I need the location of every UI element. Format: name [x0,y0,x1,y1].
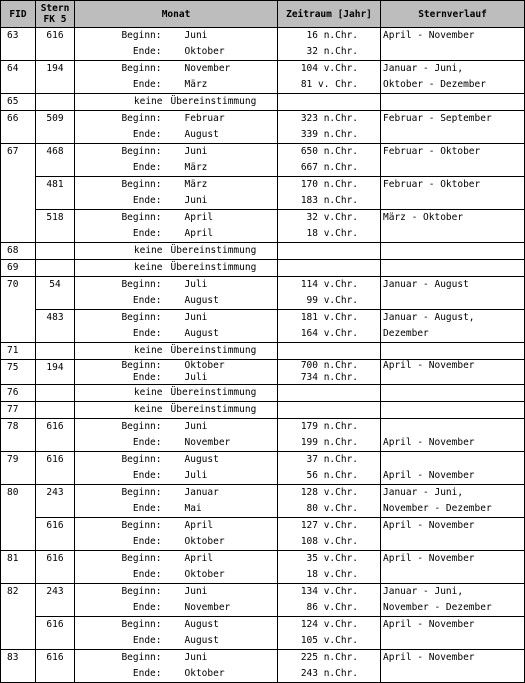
fid-cell [1,617,36,650]
table-row-begin [1,144,525,161]
course-line: April - November [381,360,525,373]
course-cell [381,385,525,402]
no-match-cell: Übereinstimmung [165,402,278,419]
table-row [1,343,525,360]
end-month: Oktober [165,44,278,61]
course-line: Januar - August, [381,310,525,327]
star-cell: 243 [36,584,75,617]
table-body [1,28,525,683]
end-year: 18 v.Chr. [278,567,381,584]
course-line: Januar - Juni, [381,61,525,78]
table-row-begin [1,485,525,502]
begin-month: Juni [165,28,278,45]
star-cell: 616 [36,551,75,584]
table-row-end [1,160,525,177]
begin-year: 225 n.Chr. [278,650,381,667]
end-label: Ende: [75,468,165,485]
end-label: Ende: [75,372,165,385]
fid-cell [1,310,36,343]
begin-label: Beginn: [75,617,165,634]
end-label: Ende: [75,77,165,94]
no-match-cell: keine [75,260,165,277]
begin-year: 37 n.Chr. [278,452,381,469]
course-line: März - Oktober [381,210,525,227]
course-line: April - November [381,551,525,568]
star-cell: 616 [36,28,75,61]
end-label: Ende: [75,293,165,310]
no-match-cell: keine [75,402,165,419]
end-label: Ende: [75,435,165,452]
begin-label: Beginn: [75,650,165,667]
begin-year: 650 n.Chr. [278,144,381,161]
table-row-end [1,435,525,452]
end-month: Juli [165,468,278,485]
begin-year: 104 v.Chr. [278,61,381,78]
fid-cell: 78 [1,419,36,452]
begin-label: Beginn: [75,551,165,568]
begin-label: Beginn: [75,144,165,161]
begin-month: Juni [165,584,278,601]
period-cell [278,94,381,111]
begin-label: Beginn: [75,177,165,194]
table-row-begin [1,419,525,436]
course-line: Februar - Oktober [381,144,525,161]
begin-month: Oktober [165,360,278,373]
begin-label: Beginn: [75,61,165,78]
end-label: Ende: [75,326,165,343]
period-cell [278,260,381,277]
begin-month: Januar [165,485,278,502]
begin-label: Beginn: [75,360,165,373]
no-match-cell: Übereinstimmung [165,94,278,111]
end-month: November [165,435,278,452]
header-period: Zeitraum [Jahr] [278,1,381,28]
star-cell: 194 [36,360,75,385]
fid-cell: 81 [1,551,36,584]
end-year: 99 v.Chr. [278,293,381,310]
course-cell [381,343,525,360]
end-year: 105 v.Chr. [278,633,381,650]
course-line [381,534,525,551]
begin-label: Beginn: [75,584,165,601]
star-cell: 616 [36,650,75,683]
course-line [381,372,525,385]
table-row-begin [1,28,525,45]
table-row-end [1,127,525,144]
course-line [381,293,525,310]
star-cell [36,260,75,277]
begin-label: Beginn: [75,310,165,327]
star-cell: 194 [36,61,75,94]
end-label: Ende: [75,160,165,177]
table-row [1,94,525,111]
period-cell [278,243,381,260]
end-label: Ende: [75,501,165,518]
star-cell [36,243,75,260]
star-cell: 54 [36,277,75,310]
begin-year: 35 v.Chr. [278,551,381,568]
begin-month: Juli [165,277,278,294]
end-label: Ende: [75,600,165,617]
table-row-end [1,534,525,551]
end-month: Juli [165,372,278,385]
header-row [1,1,525,28]
table-row [1,243,525,260]
period-cell [278,402,381,419]
star-cell: 616 [36,419,75,452]
table-row-begin [1,61,525,78]
end-month: Oktober [165,666,278,683]
table-row-begin [1,360,525,373]
begin-month: April [165,551,278,568]
fid-cell [1,518,36,551]
begin-label: Beginn: [75,452,165,469]
course-line [381,226,525,243]
course-cell [381,260,525,277]
begin-month: April [165,518,278,535]
star-cell [36,343,75,360]
begin-label: Beginn: [75,277,165,294]
end-year: 32 n.Chr. [278,44,381,61]
begin-month: Juni [165,144,278,161]
star-cell: 616 [36,452,75,485]
star-cell: 518 [36,210,75,243]
end-label: Ende: [75,534,165,551]
course-line [381,633,525,650]
course-line: April - November [381,468,525,485]
no-match-cell: Übereinstimmung [165,343,278,360]
course-line: Februar - September [381,111,525,128]
course-line: Februar - Oktober [381,177,525,194]
begin-label: Beginn: [75,28,165,45]
star-cell: 243 [36,485,75,518]
star-cell: 509 [36,111,75,144]
end-label: Ende: [75,127,165,144]
end-month: August [165,293,278,310]
fid-cell [1,177,36,210]
end-month: Oktober [165,567,278,584]
course-line: Oktober - Dezember [381,77,525,94]
table-row-begin [1,111,525,128]
begin-month: Februar [165,111,278,128]
begin-year: 179 n.Chr. [278,419,381,436]
course-line: Januar - Juni, [381,584,525,601]
table-row [1,385,525,402]
course-line [381,452,525,469]
no-match-cell: Übereinstimmung [165,243,278,260]
course-line: November - Dezember [381,600,525,617]
star-cell: 483 [36,310,75,343]
begin-year: 181 v.Chr. [278,310,381,327]
begin-month: Juni [165,310,278,327]
end-month: Juni [165,193,278,210]
header-fid: FID [1,1,36,28]
begin-month: Juni [165,650,278,667]
fid-cell: 80 [1,485,36,518]
end-year: 667 n.Chr. [278,160,381,177]
end-year: 18 v.Chr. [278,226,381,243]
course-line [381,666,525,683]
header-course: Sternverlauf [381,1,525,28]
begin-month: Juni [165,419,278,436]
table-row-end [1,77,525,94]
end-year: 56 n.Chr. [278,468,381,485]
fid-cell: 67 [1,144,36,177]
course-line: April - November [381,617,525,634]
table-row-begin [1,210,525,227]
course-line [381,160,525,177]
course-cell [381,243,525,260]
end-month: März [165,77,278,94]
fid-cell: 70 [1,277,36,310]
begin-month: November [165,61,278,78]
table-row-end [1,226,525,243]
end-year: 80 v.Chr. [278,501,381,518]
begin-year: 323 n.Chr. [278,111,381,128]
end-month: März [165,160,278,177]
table-row-end [1,293,525,310]
table-row-end [1,326,525,343]
end-year: 199 n.Chr. [278,435,381,452]
begin-month: März [165,177,278,194]
no-match-cell: keine [75,243,165,260]
end-label: Ende: [75,44,165,61]
table-row-begin [1,518,525,535]
end-year: 86 v.Chr. [278,600,381,617]
table-row-begin [1,310,525,327]
end-year: 108 v.Chr. [278,534,381,551]
begin-year: 127 v.Chr. [278,518,381,535]
table-row-begin [1,617,525,634]
course-line: April - November [381,28,525,45]
period-cell [278,385,381,402]
end-year: 81 v. Chr. [278,77,381,94]
end-month: August [165,326,278,343]
end-month: April [165,226,278,243]
fid-cell: 71 [1,343,36,360]
star-cell: 616 [36,617,75,650]
table-row-end [1,44,525,61]
begin-label: Beginn: [75,111,165,128]
course-line: Dezember [381,326,525,343]
course-line: April - November [381,435,525,452]
star-cell [36,385,75,402]
begin-year: 16 n.Chr. [278,28,381,45]
table-row-end [1,468,525,485]
begin-year: 170 n.Chr. [278,177,381,194]
fid-cell: 65 [1,94,36,111]
begin-month: August [165,617,278,634]
table-row-end [1,633,525,650]
header-month: Monat [75,1,278,28]
course-line [381,567,525,584]
table-row [1,260,525,277]
end-month: August [165,127,278,144]
course-line: Januar - Juni, [381,485,525,502]
period-cell [278,343,381,360]
begin-year: 134 v.Chr. [278,584,381,601]
begin-month: April [165,210,278,227]
fid-cell: 83 [1,650,36,683]
fid-cell: 77 [1,402,36,419]
course-line [381,44,525,61]
course-cell [381,94,525,111]
course-line: April - November [381,650,525,667]
no-match-cell: keine [75,385,165,402]
fid-cell: 66 [1,111,36,144]
star-cell: 481 [36,177,75,210]
table-row-begin [1,177,525,194]
table-row-end [1,501,525,518]
begin-year: 32 v.Chr. [278,210,381,227]
begin-year: 128 v.Chr. [278,485,381,502]
begin-month: August [165,452,278,469]
course-line: November - Dezember [381,501,525,518]
end-month: August [165,633,278,650]
star-cell: 468 [36,144,75,177]
end-label: Ende: [75,633,165,650]
course-line [381,193,525,210]
fid-cell: 82 [1,584,36,617]
end-year: 164 v.Chr. [278,326,381,343]
course-line [381,419,525,436]
table-row-begin [1,452,525,469]
table-row-end [1,193,525,210]
end-year: 734 n.Chr. [278,372,381,385]
table-row-begin [1,551,525,568]
end-year: 183 n.Chr. [278,193,381,210]
no-match-cell: keine [75,94,165,111]
table-row [1,402,525,419]
course-line [381,127,525,144]
begin-label: Beginn: [75,485,165,502]
end-label: Ende: [75,666,165,683]
header-star: Stern FK 5 [36,1,75,28]
begin-year: 700 n.Chr. [278,360,381,373]
end-month: Oktober [165,534,278,551]
table-row-begin [1,584,525,601]
end-year: 339 n.Chr. [278,127,381,144]
begin-label: Beginn: [75,210,165,227]
begin-label: Beginn: [75,518,165,535]
fid-cell: 75 [1,360,36,385]
fid-cell: 63 [1,28,36,61]
table-row-end [1,600,525,617]
course-cell [381,402,525,419]
begin-year: 124 v.Chr. [278,617,381,634]
end-label: Ende: [75,226,165,243]
table-row-end [1,567,525,584]
star-cell: 616 [36,518,75,551]
end-year: 243 n.Chr. [278,666,381,683]
table-row-begin [1,650,525,667]
no-match-cell: keine [75,343,165,360]
fid-cell [1,210,36,243]
fid-cell: 64 [1,61,36,94]
star-cell [36,94,75,111]
course-line: April - November [381,518,525,535]
star-cell [36,402,75,419]
course-line: Januar - August [381,277,525,294]
fid-cell: 69 [1,260,36,277]
table-row-end [1,666,525,683]
no-match-cell: Übereinstimmung [165,260,278,277]
begin-year: 114 v.Chr. [278,277,381,294]
end-month: November [165,600,278,617]
end-label: Ende: [75,567,165,584]
table-row-end [1,372,525,385]
fid-cell: 76 [1,385,36,402]
table-row-begin [1,277,525,294]
end-month: Mai [165,501,278,518]
begin-label: Beginn: [75,419,165,436]
end-label: Ende: [75,193,165,210]
fid-cell: 79 [1,452,36,485]
fid-cell: 68 [1,243,36,260]
no-match-cell: Übereinstimmung [165,385,278,402]
